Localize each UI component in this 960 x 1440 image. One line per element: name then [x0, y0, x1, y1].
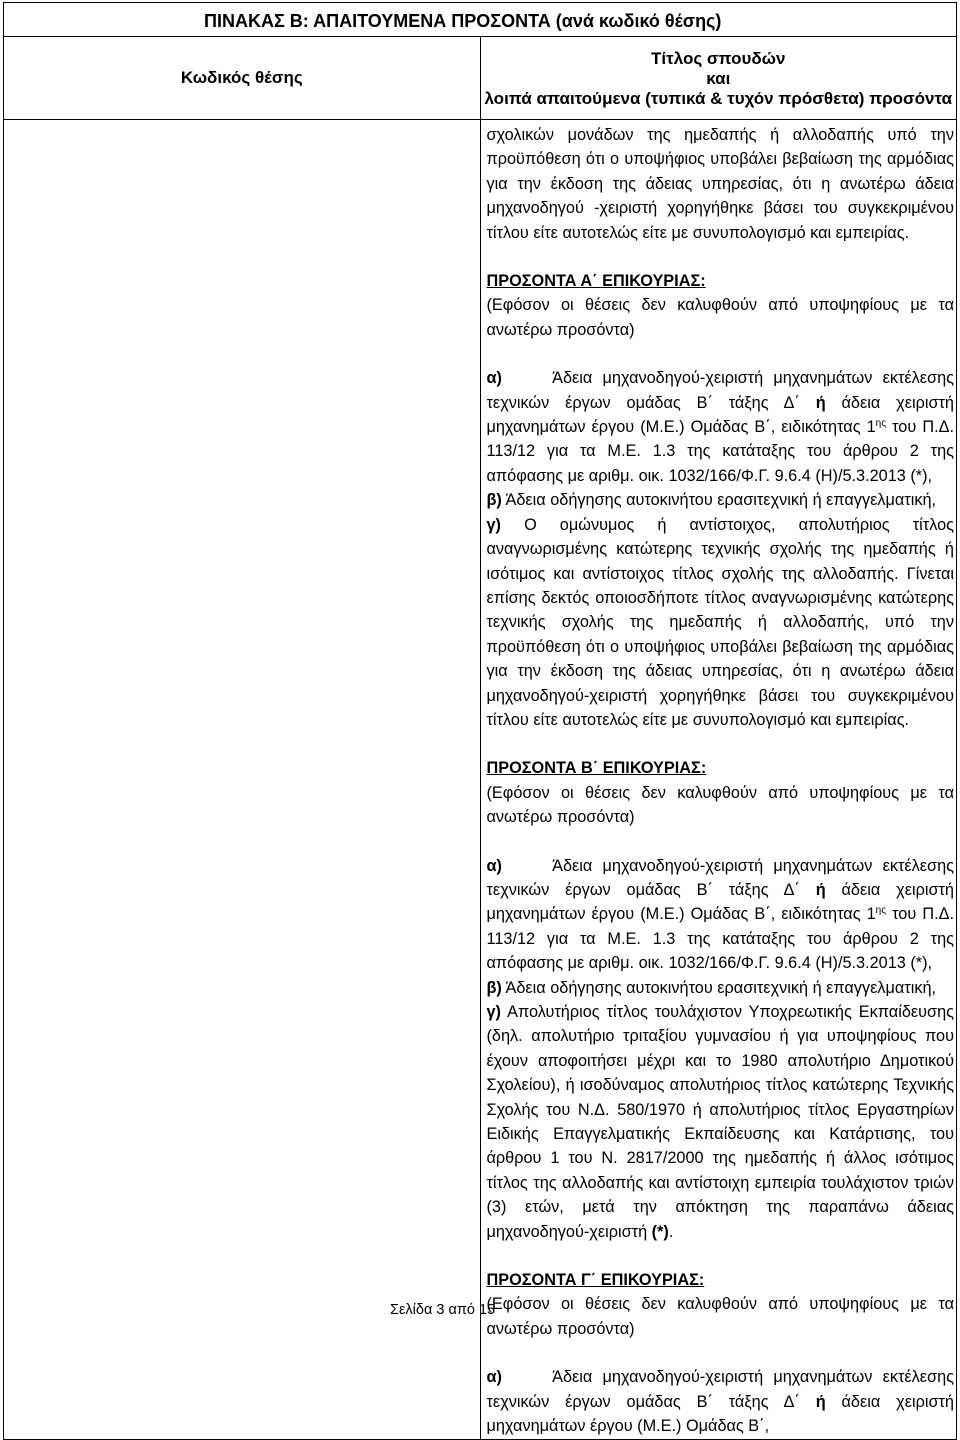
item-text: άδεια χειριστή μηχανημάτων έργου (Μ.Ε.) Ομάδας Β΄,	[486, 1392, 954, 1436]
section-a-item-c	[487, 513, 955, 733]
header-title-line-2: και	[706, 69, 731, 88]
section-a-note: (Εφόσον οι θέσεις δεν καλυφθούν από υποψηφίους με τα ανωτέρω προσόντα)	[486, 296, 954, 339]
item-text: Ο ομώνυμος ή αντίστοιχος, απολυτήριος τίτλος αναγνωρισμένης κατώτερης τεχνικής σχολής της ημεδαπής ή ισότιμος και αντίστοιχος τίτλος σχολής της αλλοδαπής. Γίνεται επίσης δεκτός οποιοσδήποτε τίτλος αναγνωρισμένης κατώτερης τεχνικής σχολής της ημεδαπής ή αλλοδαπής, υπό την προϋπόθεση ότι ο υποψήφιος υποβάλει βεβαίωση της αρμόδιας για την έκδοση της άδειας υπηρεσίας, ότι η ανωτέρω άδεια μηχανοδηγού-χειριστή χορηγήθηκε βάσει του συγκεκριμένου τίτλου είτε αυτοτελώς είτε με συνυπολογισμό και εμπειρίας.	[486, 515, 954, 729]
item-text: του Π.Δ. 113/12 για τα Μ.Ε. 1.3 της κατάταξης του άρθρου 2 της απόφασης με αριθμ. οικ. 1032/166/Φ.Γ. 9.6.4 (Η)/5.3.2013 (*),	[486, 905, 954, 973]
item-label: β)	[486, 491, 502, 510]
item-text: Άδεια οδήγησης αυτοκινήτου ερασιτεχνική ή επαγγελματική,	[505, 491, 937, 510]
item-label: α)	[486, 856, 502, 875]
position-code-cell	[4, 120, 481, 1440]
qualifications-cell	[480, 120, 957, 1440]
header-position-code: Κωδικός θέσης	[4, 37, 481, 120]
item-text: Άδεια οδήγησης αυτοκινήτου ερασιτεχνική ή επαγγελματική,	[505, 978, 937, 997]
item-label: γ)	[486, 515, 501, 534]
section-b-item-b	[487, 976, 955, 1000]
item-text: άδεια χειριστή μηχανημάτων έργου (Μ.Ε.) Ομάδας Β΄, ειδικότητας 1	[486, 393, 954, 437]
item-end: .	[668, 1222, 674, 1241]
item-label: γ)	[486, 1003, 501, 1021]
item-text: Άδεια μηχανοδηγού-χειριστή μηχανημάτων εκτέλεσης τεχνικών έργων ομάδας Β΄ τάξης Δ΄	[486, 1368, 955, 1411]
section-a-heading: ΠΡΟΣΟΝΤΑ Α΄ ΕΠΙΚΟΥΡΙΑΣ:	[486, 272, 706, 291]
item-or: ή	[815, 393, 826, 412]
header-qualifications	[480, 37, 957, 120]
section-a-item-a	[487, 366, 955, 488]
item-or: ή	[815, 880, 826, 899]
page-number: Σελίδα 3 από 15	[390, 1302, 496, 1318]
table-title: ΠΙΝΑΚΑΣ Β: ΑΠΑΙΤΟΥΜΕΝΑ ΠΡΟΣΟΝΤΑ (ανά κωδικό θέσης)	[4, 3, 957, 37]
header-title-line-1: Τίτλος σπουδών	[651, 49, 786, 68]
header-title-line-3: λοιπά απαιτούμενα (τυπικά & τυχόν πρόσθετα) προσόντα	[484, 89, 953, 108]
section-a-item-b	[487, 488, 955, 512]
section-b-item-c	[487, 1000, 955, 1244]
item-text: Άδεια μηχανοδηγού-χειριστή μηχανημάτων εκτέλεσης τεχνικών έργων ομάδας Β΄ τάξης Δ΄	[486, 369, 955, 412]
section-b-heading: ΠΡΟΣΟΝΤΑ Β΄ ΕΠΙΚΟΥΡΙΑΣ:	[486, 759, 707, 778]
section-b-item-a	[487, 854, 955, 976]
item-text: του Π.Δ. 113/12 για τα Μ.Ε. 1.3 της κατάταξης του άρθρου 2 της απόφασης με αριθμ. οικ. 1032/166/Φ.Γ. 9.6.4 (Η)/5.3.2013 (*),	[486, 418, 954, 485]
section-c-heading: ΠΡΟΣΟΝΤΑ Γ΄ ΕΠΙΚΟΥΡΙΑΣ:	[486, 1271, 705, 1290]
item-text: Απολυτήριος τίτλος τουλάχιστον Υποχρεωτικής Εκπαίδευσης (δηλ. απολυτήριο τριταξίου γυμνασίου ή για υποψηφίους που έχουν αποφοιτήσει μέχρι και το 1980 απολυτήριο Δημοτικού Σχολείου), ή ισοδύναμος απολυτήριος τίτλος κατώτερης Τεχνικής Σχολής του Ν.Δ. 580/1970 ή απολυτήριος τίτλος Εργαστηρίων Ειδικής Επαγγελματικής Εκπαίδευσης και Κατάρτισης, του άρθρου 1 του Ν. 2817/2000 της ημεδαπής ή άλλος ισότιμος τίτλος της αλλοδαπής και αντίστοιχη εμπειρία τουλάχιστον τριών (3) ετών, μετά την απόκτηση της παραπάνω άδειας μηχανοδηγού-χειριστή	[486, 1003, 954, 1241]
intro-paragraph: σχολικών μονάδων της ημεδαπής ή αλλοδαπής υπό την προϋπόθεση ότι ο υποψήφιος υποβάλει βεβαίωση της αρμόδιας για την έκδοση της άδειας υπηρεσίας, ότι η ανωτέρω άδεια μηχανοδηγού -χειριστή χορηγήθηκε βάσει του συγκεκριμένου τίτλου είτε αυτοτελώς είτε με συνυπολογισμό και εμπειρίας.	[486, 126, 954, 242]
item-text: άδεια χειριστή μηχανημάτων έργου (Μ.Ε.) Ομάδας Β΄, ειδικότητας 1	[486, 880, 954, 924]
section-b-note: (Εφόσον οι θέσεις δεν καλυφθούν από υποψηφίους με τα ανωτέρω προσόντα)	[486, 783, 954, 827]
item-star: (*)	[651, 1222, 669, 1241]
section-c-note: (Εφόσον οι θέσεις δεν καλυφθούν από υποψηφίους με τα ανωτέρω προσόντα)	[486, 1295, 954, 1338]
item-superscript: ης	[875, 905, 887, 917]
item-superscript: ης	[875, 418, 887, 430]
item-label: α)	[486, 369, 502, 388]
item-label: α)	[486, 1368, 502, 1387]
item-text: Άδεια μηχανοδηγού-χειριστή μηχανημάτων εκτέλεσης τεχνικών έργων ομάδας Β΄ τάξης Δ΄	[486, 856, 955, 899]
requirements-table	[3, 2, 957, 1440]
item-or: ή	[815, 1392, 826, 1411]
item-label: β)	[486, 978, 502, 997]
section-c-item-a	[487, 1365, 955, 1438]
